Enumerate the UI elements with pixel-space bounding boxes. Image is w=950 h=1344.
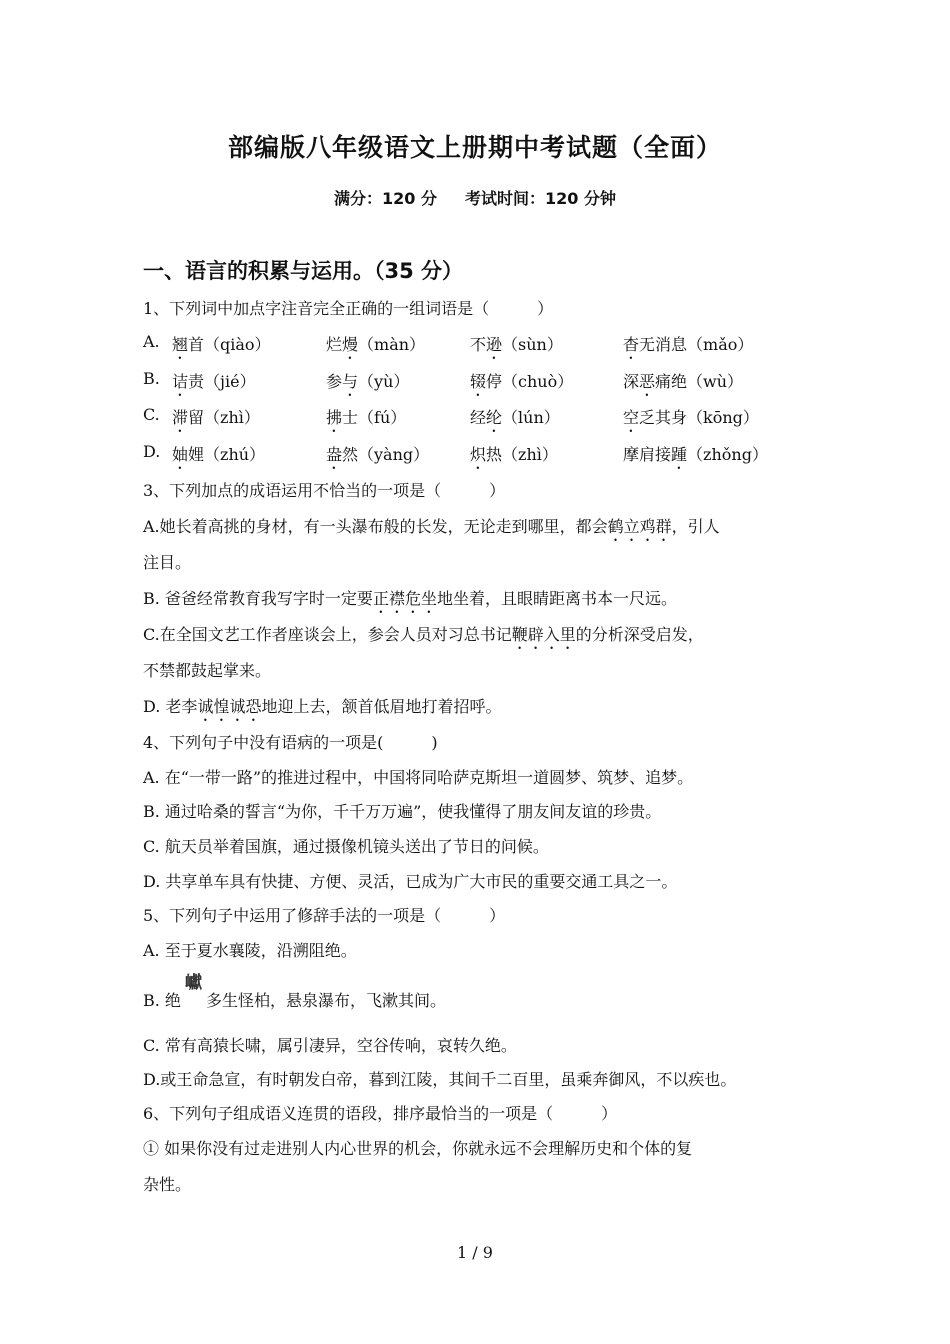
question-3-option-c-cont: 不禁都鼓起掌来。 [143,661,272,680]
full-score: 满分：120 分 [334,189,437,208]
question-1-word: 不逊（sùn） [470,335,563,354]
exam-info [0,186,950,209]
question-3-option-a: A.她长着高挑的身材，有一头瀑布般的长发，无论走到哪里，都会鹤立鸡群，引人 [143,517,720,536]
question-1-word: 摩肩接踵（zhǒng） [623,445,768,464]
question-4-option-b: B. 通过哈桑的誓言“为你，千千万万遍”，使我懂得了朋友间友谊的珍贵。 [143,802,662,821]
question-1-word: 参与（yù） [326,372,410,391]
question-4-stem: 4、下列句子中没有语病的一项是( ) [143,733,438,752]
question-3-option-a-cont: 注目。 [143,553,192,572]
question-5-option-a: A. 至于夏水襄陵，沿溯阻绝。 [143,941,357,960]
question-1-word: 空乏其身（kōng） [623,408,759,427]
question-1-word: 炽热（zhì） [470,445,558,464]
question-5-stem: 5、下列句子中运用了修辞手法的一项是（ ） [143,906,506,925]
question-4-option-c: C. 航天员举着国旗，通过摄像机镜头送出了节日的问候。 [143,837,549,856]
question-3-option-d: D. 老李诚惶诚恐地迎上去，颔首低眉地打着招呼。 [143,697,502,716]
question-1-option-label: C. [143,405,160,424]
question-1-option-label: A. [143,332,160,351]
question-1-stem: 1、下列词中加点字注音完全正确的一组词语是（ ） [143,299,554,318]
question-1-word: 烂熳（màn） [326,335,426,354]
question-5-option-c: C. 常有高猿长啸，属引凄异，空谷传响，哀转久绝。 [143,1036,517,1055]
question-1-word: 妯娌（zhú） [172,445,266,464]
question-1-option-label: B. [143,369,160,388]
page-number: 1 / 9 [457,1243,493,1262]
section-heading: 一、语言的积累与运用。（35 分） [143,259,464,283]
question-3-option-b: B. 爸爸经常教育我写字时一定要正襟危坐地坐着，且眼睛距离书本一尺远。 [143,589,677,608]
question-4-option-a: A. 在“一带一路”的推进过程中，中国将同哈萨克斯坦一道圆梦、筑梦、追梦。 [143,768,694,787]
question-1-word: 滞留（zhì） [172,408,260,427]
question-5-option-d: D.或王命急宣，有时朝发白帝，暮到江陵，其间千二百里，虽乘奔御风，不以疾也。 [143,1070,737,1089]
question-1-word: 翘首（qiào） [172,335,271,354]
question-4-option-d: D. 共享单车具有快捷、方便、灵活，已成为广大市民的重要交通工具之一。 [143,872,678,891]
question-1-word: 辍停（chuò） [470,372,574,391]
page-title: 部编版八年级语文上册期中考试题（全面） [227,133,722,162]
question-1-option-label: D. [143,442,161,461]
question-1-word: 诘责（jié） [172,372,256,391]
question-1-word: 深恶痛绝（wù） [623,372,744,391]
rare-character: 巘 [184,973,202,993]
question-6-sentence-1-cont: 杂性。 [143,1175,192,1194]
question-1-word: 经纶（lún） [470,408,560,427]
exam-duration: 考试时间：120 分钟 [465,189,616,208]
question-6-sentence-1: ① 如果你没有过走进别人内心世界的机会，你就永远不会理解历史和个体的复 [143,1139,693,1158]
question-5-option-b: B. 绝巘多生怪柏，悬泉瀑布，飞漱其间。 [143,986,446,1011]
question-1-word: 杳无消息（mǎo） [623,335,754,354]
question-1-word: 盎然（yàng） [326,445,430,464]
question-3-stem: 3、下列加点的成语运用不恰当的一项是（ ） [143,481,506,500]
question-1-word: 拂士（fú） [326,408,407,427]
question-6-stem: 6、下列句子组成语义连贯的语段，排序最恰当的一项是（ ） [143,1104,618,1123]
question-3-option-c: C.在全国文艺工作者座谈会上，参会人员对习总书记鞭辟入里的分析深受启发， [143,625,704,644]
